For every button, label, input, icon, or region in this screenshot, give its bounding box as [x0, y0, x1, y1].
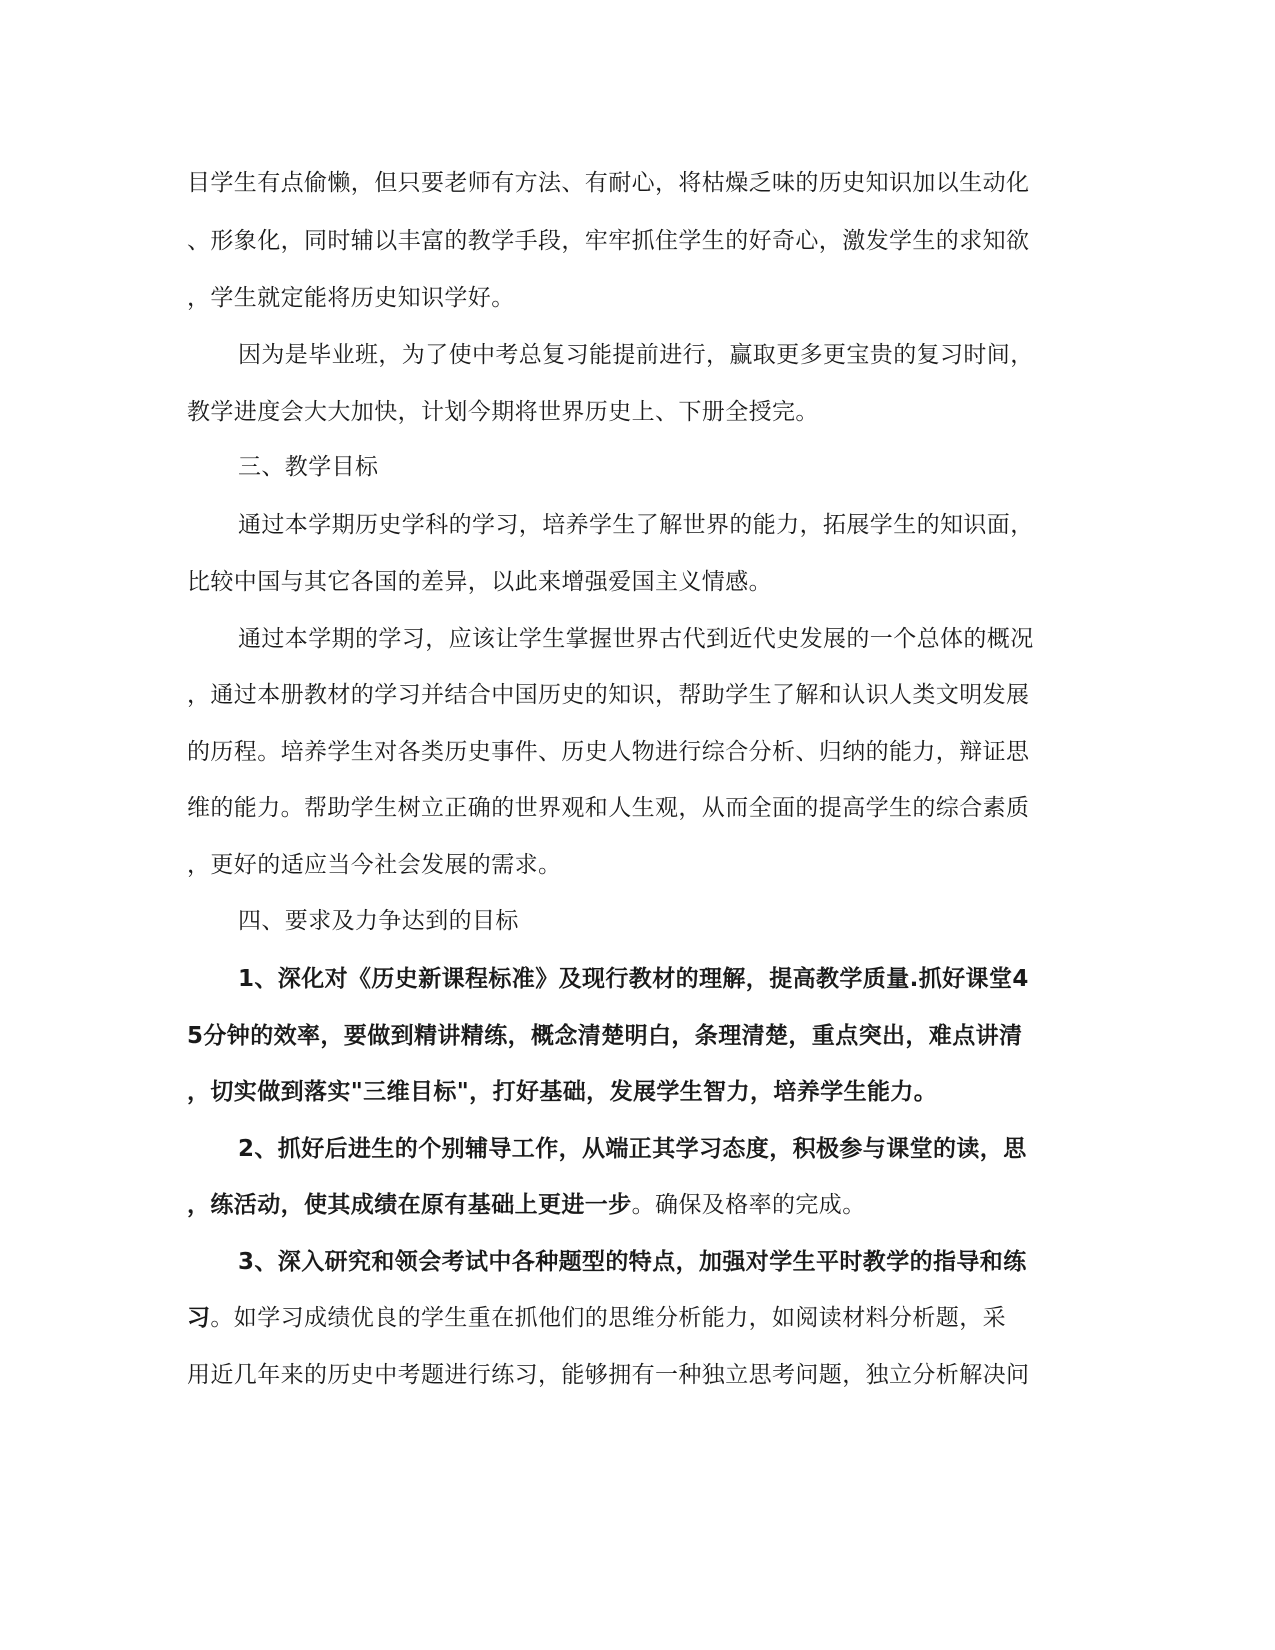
plain-text: 。如学习成绩优良的学生重在抓他们的思维分析能力，如阅读材料分析题，采 — [210, 1305, 1007, 1331]
bold-paragraph-line: 1、深化对《历史新课程标准》及现行教材的理解，提高教学质量.抓好课堂4 — [238, 966, 1029, 992]
paragraph-line: 因为是毕业班，为了使中考总复习能提前进行，赢取更多更宝贵的复习时间， — [238, 342, 1034, 368]
paragraph-line: ，学生就定能将历史知识学好。 — [187, 285, 515, 311]
bold-paragraph-line: ，切实做到落实"三维目标"，打好基础，发展学生智力，培养学生能力。 — [187, 1079, 938, 1105]
paragraph-line: 的历程。培养学生对各类历史事件、历史人物进行综合分析、归纳的能力，辩证思 — [187, 739, 1030, 765]
section-heading: 四、要求及力争达到的目标 — [238, 908, 519, 934]
paragraph-line: 比较中国与其它各国的差异，以此来增强爱国主义情感。 — [187, 569, 772, 595]
bold-paragraph-line: 2、抓好后进生的个别辅导工作，从端正其学习态度，积极参与课堂的读，思 — [238, 1136, 1027, 1162]
paragraph-line: 目学生有点偷懒，但只要老师有方法、有耐心，将枯燥乏味的历史知识加以生动化 — [187, 170, 1030, 196]
plain-text: 。确保及格率的完成。 — [631, 1192, 866, 1218]
paragraph-line: 用近几年来的历史中考题进行练习，能够拥有一种独立思考问题，独立分析解决问 — [187, 1362, 1030, 1388]
paragraph-line: 教学进度会大大加快，计划今期将世界历史上、下册全授完。 — [187, 399, 819, 425]
bold-text: 习 — [187, 1305, 211, 1331]
section-heading: 三、教学目标 — [238, 454, 379, 480]
paragraph-line: 维的能力。帮助学生树立正确的世界观和人生观，从而全面的提高学生的综合素质 — [187, 795, 1030, 821]
bold-paragraph-line: 5分钟的效率，要做到精讲精练，概念清楚明白，条理清楚，重点突出，难点讲清 — [187, 1023, 1023, 1049]
paragraph-line: 通过本学期的学习，应该让学生掌握世界古代到近代史发展的一个总体的概况 — [238, 626, 1034, 652]
paragraph-line: 通过本学期历史学科的学习，培养学生了解世界的能力，拓展学生的知识面， — [238, 512, 1034, 538]
bold-text: ，练活动，使其成绩在原有基础上更进一步 — [187, 1192, 632, 1218]
paragraph-line: ，通过本册教材的学习并结合中国历史的知识，帮助学生了解和认识人类文明发展 — [187, 682, 1030, 708]
paragraph-line: 、形象化，同时辅以丰富的教学手段，牢牢抓住学生的好奇心，激发学生的求知欲 — [187, 228, 1030, 254]
mixed-paragraph-line — [187, 1303, 1087, 1333]
paragraph-line: ，更好的适应当今社会发展的需求。 — [187, 852, 562, 878]
bold-paragraph-line: 3、深入研究和领会考试中各种题型的特点，加强对学生平时教学的指导和练 — [238, 1249, 1027, 1275]
mixed-paragraph-line — [187, 1190, 1087, 1220]
